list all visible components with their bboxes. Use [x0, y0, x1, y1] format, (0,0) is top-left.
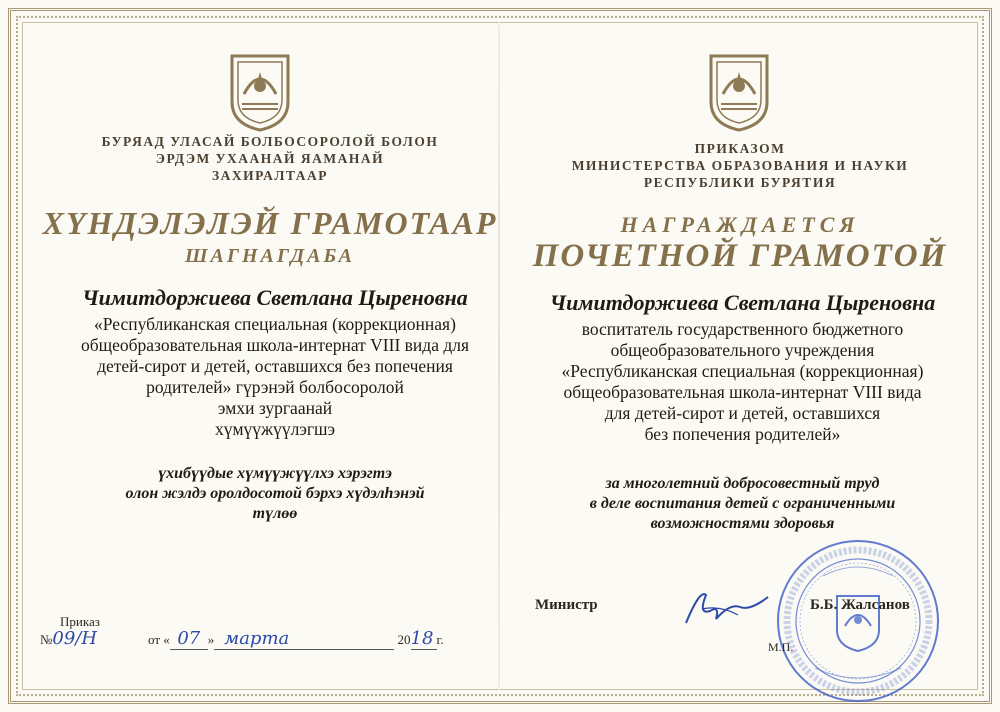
left-recipient-name: Чимитдоржиева Светлана Цыреновна	[82, 285, 468, 310]
right-recipient-name: Чимитдоржиева Светлана Цыреновна	[549, 290, 936, 315]
left-reason-line: үхибүүдые хүмүүжүүлхэ хэрэгтэ	[158, 465, 392, 482]
right-body-line: «Республиканская специальная (коррекционная)	[561, 361, 924, 381]
seal-place-label: М.П.	[768, 640, 794, 654]
right-body-text	[510, 319, 975, 445]
left-award-title: ХҮНДЭЛЭЛЭЙ ГРАМОТААР	[42, 205, 498, 241]
left-reason-line: түлөө	[252, 505, 298, 522]
left-body-line: детей-сирот и детей, оставшихся без попечения	[97, 356, 453, 376]
order-date	[148, 628, 468, 650]
left-header-line: ЗАХИРАЛТААР	[211, 168, 329, 183]
right-body-line: без попечения родителей»	[644, 424, 841, 444]
right-reason-line: в деле воспитания детей с ограниченными	[589, 495, 896, 512]
order-number	[40, 628, 97, 649]
date-mid: »	[207, 632, 215, 647]
date-day: 07	[170, 628, 208, 650]
left-body-line: общеобразовательная школа-интернат VIII вида для	[80, 335, 470, 355]
right-reason-line: за многолетний добросовестный труд	[605, 475, 880, 492]
left-award-subtitle: ШАГНАГДАБА	[185, 245, 355, 267]
left-header-line: БУРЯАД УЛАСАЙ БОЛБОСОРОЛОЙ БОЛОН	[101, 134, 439, 149]
minister-name: Б.Б. Жалсанов	[810, 597, 910, 613]
left-ministry-header	[40, 133, 500, 184]
right-body-line: общеобразовательного учреждения	[610, 340, 875, 360]
right-header-line: РЕСПУБЛИКИ БУРЯТИЯ	[643, 175, 837, 190]
right-header-line: ПРИКАЗОМ	[694, 141, 786, 156]
handwritten-signature	[680, 585, 775, 630]
order-number-prefix: №	[40, 632, 53, 647]
year-prefix: 20	[397, 632, 411, 647]
right-award-title-line2: ПОЧЕТНОЙ ГРАМОТОЙ	[532, 238, 948, 274]
date-month: марта	[214, 628, 394, 650]
official-stamp	[775, 538, 941, 704]
right-ministry-header	[510, 140, 970, 191]
right-body-line: для детей-сирот и детей, оставшихся	[604, 403, 881, 423]
date-prefix: от «	[148, 632, 170, 647]
right-body-line: общеобразовательная школа-интернат VIII вида	[563, 382, 922, 402]
minister-label: Министр	[535, 597, 598, 613]
left-reason-line: олон жэлдэ оролдосотой бэрхэ хүдэлһэнэй	[125, 485, 425, 502]
left-header-line: ЭРДЭМ УХААНАЙ ЯАМАНАЙ	[155, 151, 385, 166]
left-body-line: «Республиканская специальная (коррекционная)	[94, 314, 456, 334]
year-suffix: 18	[411, 628, 437, 650]
order-label: Приказ	[60, 614, 100, 629]
right-body-line: воспитатель государственного бюджетного	[581, 319, 904, 339]
left-body-line: эмхи зургаанай	[217, 398, 333, 418]
left-body-line: хүмүүжүүлэгшэ	[214, 419, 336, 439]
buryatia-emblem-icon	[228, 52, 292, 132]
left-reason-text	[40, 464, 510, 524]
order-number-handwritten: 09/Н	[52, 628, 98, 649]
right-reason-line: возможностями здоровья	[650, 515, 835, 532]
right-header-line: МИНИСТЕРСТВА ОБРАЗОВАНИЯ И НАУКИ	[571, 158, 909, 173]
buryatia-emblem-icon	[707, 52, 771, 132]
right-reason-text	[510, 474, 975, 534]
left-body-line: родителей» гүрэнэй болбосоролой	[146, 377, 404, 397]
year-end: г.	[436, 632, 444, 647]
right-award-title-line1: НАГРАЖДАЕТСЯ	[620, 212, 860, 237]
left-body-text	[40, 314, 510, 440]
